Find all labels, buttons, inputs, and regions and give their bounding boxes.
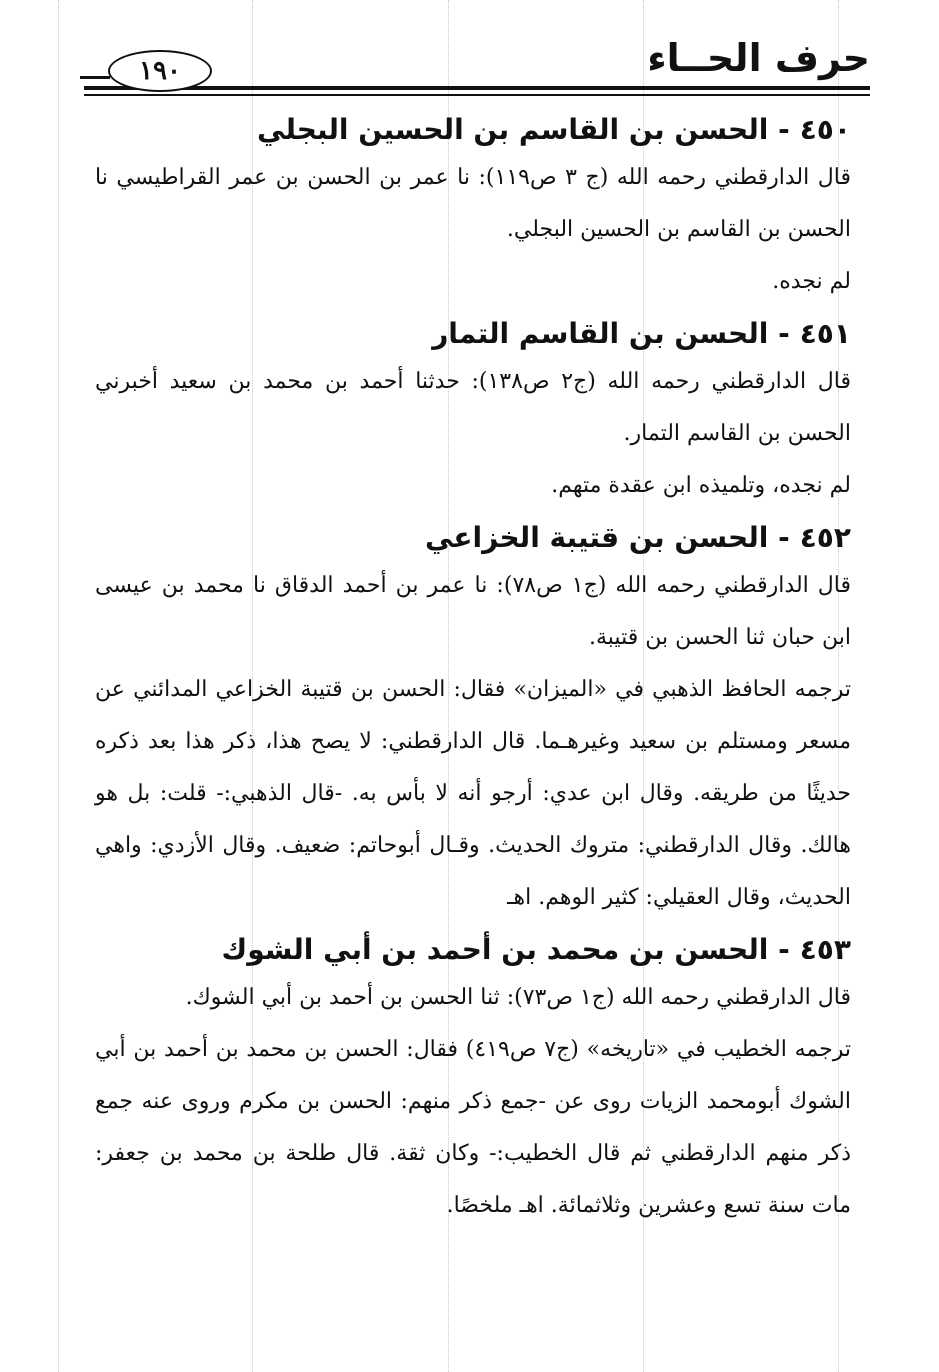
header-rule (84, 86, 870, 90)
entry-paragraph: ترجمه الحافظ الذهبي في «الميزان» فقال: الحسن بن قتيبة الخزاعي المدائني عن مسعر ومستلم بن سعيد وغيرهـما. قال الدارقطني: لا يصح هذا، ذكر هذا بعد ذكره حديثًا من طريقه. وقال ابن عدي: أرجو أنه لا بأس به. -قال الذهبي:- قلت: بل هو هالك. وقال الدارقطني: متروك الحديث. وقـال أبوحاتم: ضعيف. وقال الأزدي: واهي الحديث، وقال العقيلي: كثير الوهم. اهـ (95, 677, 852, 910)
header-rule-thin (84, 94, 870, 96)
entry-number: ٤٥٠ (799, 113, 851, 146)
scan-guide-line (58, 0, 59, 1372)
entry-paragraph: قال الدارقطني رحمه الله (ج٢ ص١٣٨): حدثنا أحمد بن محمد بن سعيد أخبرني الحسن بن القاسم التمار. (95, 369, 852, 446)
entry-name: الحسن بن قتيبة الخزاعي (425, 521, 769, 554)
entry-dash: - (768, 113, 790, 146)
entry-name: الحسن بن القاسم بن الحسين البجلي (257, 113, 769, 146)
entry-dash: - (768, 933, 790, 966)
page-header (80, 34, 870, 104)
entry-paragraph: لم نجده، وتلميذه ابن عقدة متهم. (551, 473, 851, 498)
entry-number: ٤٥٢ (799, 521, 851, 554)
entry-heading (95, 312, 851, 356)
entry-number: ٤٥٣ (799, 933, 851, 966)
entry-paragraph: لم نجده. (772, 269, 851, 294)
entry-452 (95, 516, 851, 924)
entry-heading (95, 108, 851, 152)
page-number: ١٩٠ (108, 50, 212, 92)
entry-heading (95, 928, 851, 972)
entry-dash: - (768, 317, 790, 350)
entry-paragraph: قال الدارقطني رحمه الله (ج١ ص٧٣): ثنا الحسن بن أحمد بن أبي الشوك. (185, 985, 851, 1010)
entry-paragraph: قال الدارقطني رحمه الله (ج ٣ ص١١٩): نا عمر بن الحسن بن عمر القراطيسي نا الحسن بن القاسم بن الحسين البجلي. (95, 165, 851, 242)
entry-paragraph: قال الدارقطني رحمه الله (ج١ ص٧٨): نا عمر بن أحمد الدقاق نا محمد بن عيسى ابن حبان ثنا الحسن بن قتيبة. (95, 573, 852, 650)
entry-name: الحسن بن القاسم التمار (432, 317, 769, 350)
entry-dash: - (768, 521, 790, 554)
entry-451 (95, 312, 851, 512)
entry-name: الحسن بن محمد بن أحمد بن أبي الشوك (221, 933, 769, 966)
entry-number: ٤٥١ (799, 317, 851, 350)
entry-heading (95, 516, 851, 560)
entry-paragraph: ترجمه الخطيب في «تاريخه» (ج٧ ص٤١٩) فقال: الحسن بن محمد بن أحمد بن أبي الشوك أبومحمد الزيات روى عن -جمع ذكر منهم: الحسن بن مكرم وروى عنه جمع ذكر منهم الدارقطني ثم قال الخطيب:- وكان ثقة. قال طلحة بن محمد بن جعفر: مات سنة تسع وعشرين وثلاثمائة. اهـ ملخصًا. (95, 1037, 852, 1218)
entry-450 (95, 108, 851, 308)
header-rule-stub (80, 76, 110, 79)
page-body (95, 108, 851, 1236)
entry-453 (95, 928, 851, 1232)
chapter-title: حرف الحــاء (647, 36, 870, 80)
